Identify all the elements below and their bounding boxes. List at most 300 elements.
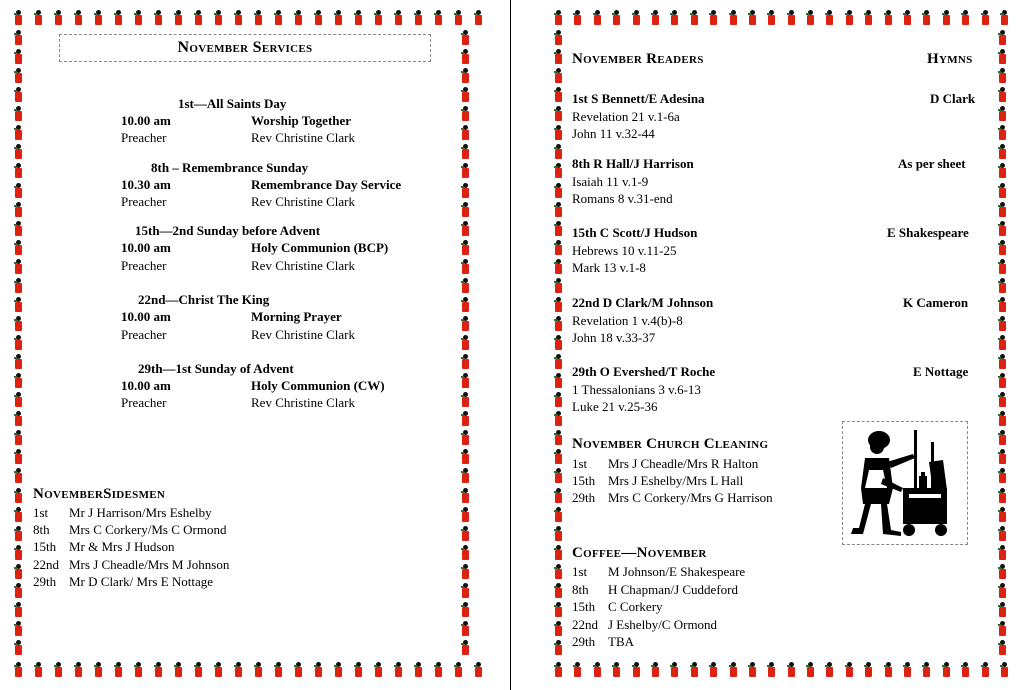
poppy-icon <box>353 10 363 26</box>
poppy-icon <box>863 662 873 678</box>
poppy-icon <box>13 354 23 370</box>
poppy-icon <box>13 144 23 160</box>
poppy-icon <box>460 602 470 618</box>
poppy-icon <box>553 297 563 313</box>
reader-heading: 8th R Hall/J Harrison <box>572 156 694 171</box>
poppy-icon <box>460 449 470 465</box>
poppy-icon <box>786 662 796 678</box>
poppy-icon <box>13 488 23 504</box>
service-time: 10.00 am <box>121 113 171 128</box>
service-role: Preacher <box>121 258 167 273</box>
poppy-icon <box>572 662 582 678</box>
poppy-icon <box>980 10 990 26</box>
poppy-icon <box>553 640 563 656</box>
coffee-date: 15th <box>572 599 596 614</box>
poppy-icon <box>53 10 63 26</box>
poppy-icon <box>553 507 563 523</box>
reader-reading: Romans 8 v.31-end <box>572 191 673 206</box>
poppy-icon <box>553 68 563 84</box>
poppy-icon <box>883 10 893 26</box>
poppy-icon <box>902 662 912 678</box>
poppy-icon <box>553 526 563 542</box>
reader-heading: 22nd D Clark/M Johnson <box>572 295 714 310</box>
poppy-icon <box>460 49 470 65</box>
poppy-icon <box>997 221 1007 237</box>
poppy-icon <box>997 297 1007 313</box>
poppy-icon <box>13 163 23 179</box>
poppy-icon <box>611 662 621 678</box>
poppy-icon <box>313 662 323 678</box>
service-time: 10.00 am <box>121 240 171 255</box>
cleaning-names: Mrs J Eshelby/Mrs L Hall <box>608 473 744 488</box>
service-heading: 29th—1st Sunday of Advent <box>138 361 294 376</box>
poppy-icon <box>460 163 470 179</box>
service-heading: 1st—All Saints Day <box>178 96 287 111</box>
reader-reading: Luke 21 v.25-36 <box>572 399 658 414</box>
service-role: Preacher <box>121 327 167 342</box>
poppy-icon <box>13 125 23 141</box>
service-role: Preacher <box>121 130 167 145</box>
poppy-icon <box>460 373 470 389</box>
cleaning-names: Mrs C Corkery/Mrs G Harrison <box>608 490 773 505</box>
poppy-icon <box>997 564 1007 580</box>
poppy-icon <box>766 10 776 26</box>
poppy-icon <box>997 526 1007 542</box>
poppy-icon <box>460 507 470 523</box>
poppy-icon <box>233 10 243 26</box>
service-time: 10.00 am <box>121 309 171 324</box>
poppy-icon <box>53 662 63 678</box>
poppy-icon <box>553 316 563 332</box>
poppy-icon <box>13 202 23 218</box>
service-name: Holy Communion (CW) <box>251 378 385 393</box>
poppy-icon <box>997 259 1007 275</box>
service-preacher: Rev Christine Clark <box>251 258 355 273</box>
poppy-icon <box>553 278 563 294</box>
right-page-border-left <box>553 30 565 656</box>
poppy-icon <box>997 183 1007 199</box>
poppy-icon <box>393 10 403 26</box>
poppy-icon <box>193 10 203 26</box>
poppy-icon <box>921 10 931 26</box>
poppy-icon <box>460 68 470 84</box>
poppy-icon <box>460 316 470 332</box>
poppy-icon <box>997 30 1007 46</box>
reader-hymns: E Nottage <box>913 364 969 379</box>
service-role: Preacher <box>121 395 167 410</box>
poppy-icon <box>553 202 563 218</box>
poppy-icon <box>460 221 470 237</box>
poppy-icon <box>460 183 470 199</box>
poppy-icon <box>473 662 483 678</box>
poppy-icon <box>650 662 660 678</box>
poppy-icon <box>553 430 563 446</box>
poppy-icon <box>553 373 563 389</box>
poppy-icon <box>553 602 563 618</box>
coffee-date: 8th <box>572 582 589 597</box>
poppy-icon <box>689 662 699 678</box>
poppy-icon <box>13 30 23 46</box>
poppy-icon <box>553 662 563 678</box>
sidesmen-date: 22nd <box>33 557 59 572</box>
poppy-icon <box>997 125 1007 141</box>
poppy-icon <box>460 297 470 313</box>
poppy-icon <box>997 240 1007 256</box>
poppy-icon <box>997 430 1007 446</box>
poppy-icon <box>997 468 1007 484</box>
poppy-icon <box>193 662 203 678</box>
poppy-icon <box>997 507 1007 523</box>
poppy-icon <box>13 583 23 599</box>
poppy-icon <box>93 10 103 26</box>
poppy-icon <box>997 545 1007 561</box>
service-role: Preacher <box>121 194 167 209</box>
coffee-date: 22nd <box>572 617 598 632</box>
poppy-icon <box>460 240 470 256</box>
poppy-icon <box>553 259 563 275</box>
poppy-icon <box>13 507 23 523</box>
poppy-icon <box>13 373 23 389</box>
poppy-icon <box>13 411 23 427</box>
poppy-icon <box>941 662 951 678</box>
reader-hymns: D Clark <box>930 91 976 106</box>
poppy-icon <box>433 662 443 678</box>
poppy-icon <box>93 662 103 678</box>
poppy-icon <box>553 240 563 256</box>
poppy-icon <box>13 106 23 122</box>
poppy-icon <box>460 125 470 141</box>
coffee-names: C Corkery <box>608 599 663 614</box>
reader-hymns: As per sheet <box>898 156 966 171</box>
poppy-icon <box>433 10 443 26</box>
sidesmen-names: Mrs C Corkery/Ms C Ormond <box>69 522 227 537</box>
poppy-icon <box>611 10 621 26</box>
poppy-icon <box>708 662 718 678</box>
cleaning-names: Mrs J Cheadle/Mrs R Halton <box>608 456 759 471</box>
service-preacher: Rev Christine Clark <box>251 327 355 342</box>
poppy-icon <box>173 662 183 678</box>
poppy-icon <box>133 10 143 26</box>
poppy-icon <box>553 545 563 561</box>
poppy-icon <box>293 662 303 678</box>
poppy-icon <box>997 335 1007 351</box>
poppy-icon <box>786 10 796 26</box>
poppy-icon <box>460 545 470 561</box>
sidesmen-title: NovemberSidesmen <box>33 486 166 502</box>
poppy-icon <box>553 392 563 408</box>
poppy-icon <box>13 221 23 237</box>
reader-heading: 29th O Evershed/T Roche <box>572 364 716 379</box>
poppy-icon <box>997 49 1007 65</box>
poppy-icon <box>460 259 470 275</box>
poppy-icon <box>553 183 563 199</box>
poppy-icon <box>113 662 123 678</box>
poppy-icon <box>997 583 1007 599</box>
sidesmen-names: Mr J Harrison/Mrs Eshelby <box>69 505 212 520</box>
service-heading: 8th – Remembrance Sunday <box>151 160 309 175</box>
poppy-icon <box>689 10 699 26</box>
poppy-icon <box>460 144 470 160</box>
poppy-icon <box>453 10 463 26</box>
reader-reading: Hebrews 10 v.11-25 <box>572 243 677 258</box>
poppy-icon <box>592 662 602 678</box>
service-name: Morning Prayer <box>251 309 342 324</box>
service-time: 10.30 am <box>121 177 171 192</box>
poppy-icon <box>553 49 563 65</box>
coffee-names: M Johnson/E Shakespeare <box>608 564 746 579</box>
poppy-icon <box>173 10 183 26</box>
poppy-icon <box>997 373 1007 389</box>
poppy-icon <box>13 640 23 656</box>
poppy-icon <box>553 335 563 351</box>
poppy-icon <box>553 449 563 465</box>
poppy-icon <box>460 468 470 484</box>
poppy-icon <box>631 10 641 26</box>
service-time: 10.00 am <box>121 378 171 393</box>
poppy-icon <box>13 621 23 637</box>
poppy-icon <box>669 10 679 26</box>
poppy-icon <box>13 526 23 542</box>
poppy-icon <box>373 662 383 678</box>
poppy-icon <box>980 662 990 678</box>
poppy-icon <box>863 10 873 26</box>
poppy-icon <box>747 10 757 26</box>
poppy-icon <box>13 545 23 561</box>
right-page-border-top <box>553 10 1009 26</box>
poppy-icon <box>766 662 776 678</box>
poppy-icon <box>13 564 23 580</box>
poppy-icon <box>460 621 470 637</box>
poppy-icon <box>13 68 23 84</box>
poppy-icon <box>13 662 23 678</box>
cleaning-date: 29th <box>572 490 596 505</box>
poppy-icon <box>73 10 83 26</box>
poppy-icon <box>13 240 23 256</box>
poppy-icon <box>960 662 970 678</box>
poppy-icon <box>997 202 1007 218</box>
poppy-icon <box>999 662 1009 678</box>
poppy-icon <box>213 662 223 678</box>
poppy-icon <box>883 662 893 678</box>
poppy-icon <box>553 583 563 599</box>
service-name: Worship Together <box>251 113 352 128</box>
poppy-icon <box>553 30 563 46</box>
poppy-icon <box>333 662 343 678</box>
poppy-icon <box>728 662 738 678</box>
poppy-icon <box>553 621 563 637</box>
poppy-icon <box>460 354 470 370</box>
poppy-icon <box>33 10 43 26</box>
cleaning-date: 1st <box>572 456 588 471</box>
poppy-icon <box>921 662 931 678</box>
poppy-icon <box>460 564 470 580</box>
poppy-icon <box>213 10 223 26</box>
sidesmen-date: 1st <box>33 505 49 520</box>
reader-reading: Revelation 21 v.1-6a <box>572 109 680 124</box>
poppy-icon <box>13 430 23 446</box>
poppy-icon <box>13 278 23 294</box>
poppy-icon <box>153 662 163 678</box>
poppy-icon <box>553 87 563 103</box>
reader-reading: John 18 v.33-37 <box>572 330 656 345</box>
left-page-border-top <box>13 10 483 26</box>
coffee-names: TBA <box>608 634 634 649</box>
poppy-icon <box>460 583 470 599</box>
poppy-icon <box>805 662 815 678</box>
poppy-icon <box>572 10 582 26</box>
poppy-icon <box>997 449 1007 465</box>
page-divider <box>510 0 511 690</box>
poppy-icon <box>824 10 834 26</box>
poppy-icon <box>997 488 1007 504</box>
poppy-icon <box>553 564 563 580</box>
reader-reading: John 11 v.32-44 <box>572 126 655 141</box>
poppy-icon <box>460 411 470 427</box>
poppy-icon <box>293 10 303 26</box>
poppy-icon <box>133 662 143 678</box>
poppy-icon <box>553 411 563 427</box>
poppy-icon <box>997 144 1007 160</box>
poppy-icon <box>273 10 283 26</box>
poppy-icon <box>393 662 403 678</box>
readers-title: November Readers <box>572 51 704 67</box>
poppy-icon <box>553 488 563 504</box>
poppy-icon <box>997 640 1007 656</box>
poppy-icon <box>73 662 83 678</box>
poppy-icon <box>13 468 23 484</box>
reader-hymns: E Shakespeare <box>887 225 969 240</box>
poppy-icon <box>997 68 1007 84</box>
reader-heading: 15th C Scott/J Hudson <box>572 225 698 240</box>
poppy-icon <box>997 278 1007 294</box>
poppy-icon <box>824 662 834 678</box>
poppy-icon <box>708 10 718 26</box>
poppy-icon <box>553 144 563 160</box>
poppy-icon <box>997 411 1007 427</box>
poppy-icon <box>113 10 123 26</box>
poppy-icon <box>13 392 23 408</box>
poppy-icon <box>460 202 470 218</box>
service-preacher: Rev Christine Clark <box>251 395 355 410</box>
coffee-title: Coffee—November <box>572 545 707 561</box>
poppy-icon <box>631 662 641 678</box>
poppy-icon <box>650 10 660 26</box>
poppy-icon <box>997 602 1007 618</box>
poppy-icon <box>460 335 470 351</box>
poppy-icon <box>13 297 23 313</box>
poppy-icon <box>460 106 470 122</box>
sidesmen-names: Mr D Clark/ Mrs E Nottage <box>69 574 214 589</box>
left-page-border-left <box>13 30 25 656</box>
sidesmen-date: 8th <box>33 522 50 537</box>
poppy-icon <box>13 316 23 332</box>
poppy-icon <box>997 163 1007 179</box>
reader-reading: Revelation 1 v.4(b)-8 <box>572 313 683 328</box>
poppy-icon <box>997 621 1007 637</box>
right-page-border-bottom <box>553 662 1009 678</box>
poppy-icon <box>553 221 563 237</box>
poppy-icon <box>553 10 563 26</box>
poppy-icon <box>460 392 470 408</box>
poppy-icon <box>997 106 1007 122</box>
poppy-icon <box>413 10 423 26</box>
poppy-icon <box>460 430 470 446</box>
poppy-icon <box>253 662 263 678</box>
poppy-icon <box>460 488 470 504</box>
poppy-icon <box>999 10 1009 26</box>
service-preacher: Rev Christine Clark <box>251 194 355 209</box>
service-name: Holy Communion (BCP) <box>251 240 389 255</box>
poppy-icon <box>902 10 912 26</box>
service-name: Remembrance Day Service <box>251 177 402 192</box>
service-heading: 15th—2nd Sunday before Advent <box>135 223 321 238</box>
poppy-icon <box>997 354 1007 370</box>
poppy-icon <box>592 10 602 26</box>
coffee-names: J Eshelby/C Ormond <box>608 617 718 632</box>
reader-heading: 1st S Bennett/E Adesina <box>572 91 705 106</box>
poppy-icon <box>669 662 679 678</box>
hymns-title: Hymns <box>927 51 973 67</box>
poppy-icon <box>33 662 43 678</box>
left-page-border-bottom <box>13 662 483 678</box>
poppy-icon <box>941 10 951 26</box>
reader-reading: 1 Thessalonians 3 v.6-13 <box>572 382 701 397</box>
service-heading: 22nd—Christ The King <box>138 292 270 307</box>
cleaning-date: 15th <box>572 473 596 488</box>
sidesmen-names: Mr & Mrs J Hudson <box>69 539 175 554</box>
poppy-icon <box>997 392 1007 408</box>
coffee-date: 1st <box>572 564 588 579</box>
poppy-icon <box>333 10 343 26</box>
poppy-icon <box>253 10 263 26</box>
coffee-date: 29th <box>572 634 596 649</box>
poppy-icon <box>844 662 854 678</box>
coffee-names: H Chapman/J Cuddeford <box>608 582 738 597</box>
poppy-icon <box>13 87 23 103</box>
poppy-icon <box>747 662 757 678</box>
cleaner-with-trolley-icon <box>842 421 968 545</box>
poppy-icon <box>460 526 470 542</box>
left-page-border-right <box>460 30 472 656</box>
poppy-icon <box>460 87 470 103</box>
poppy-icon <box>997 316 1007 332</box>
sidesmen-names: Mrs J Cheadle/Mrs M Johnson <box>69 557 230 572</box>
poppy-icon <box>960 10 970 26</box>
poppy-icon <box>553 125 563 141</box>
service-preacher: Rev Christine Clark <box>251 130 355 145</box>
poppy-icon <box>233 662 243 678</box>
poppy-icon <box>728 10 738 26</box>
reader-reading: Isaiah 11 v.1-9 <box>572 174 649 189</box>
poppy-icon <box>997 87 1007 103</box>
poppy-icon <box>13 183 23 199</box>
poppy-icon <box>13 10 23 26</box>
poppy-icon <box>473 10 483 26</box>
reader-hymns: K Cameron <box>903 295 969 310</box>
poppy-icon <box>13 449 23 465</box>
poppy-icon <box>553 106 563 122</box>
poppy-icon <box>273 662 283 678</box>
poppy-icon <box>460 30 470 46</box>
poppy-icon <box>805 10 815 26</box>
poppy-icon <box>353 662 363 678</box>
poppy-icon <box>553 354 563 370</box>
reader-reading: Mark 13 v.1-8 <box>572 260 646 275</box>
poppy-icon <box>553 163 563 179</box>
poppy-icon <box>13 259 23 275</box>
poppy-icon <box>453 662 463 678</box>
poppy-icon <box>13 49 23 65</box>
